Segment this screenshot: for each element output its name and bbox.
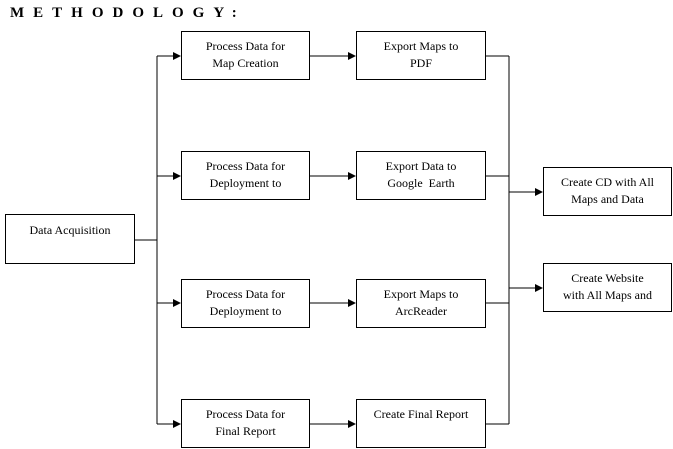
box-label: Export Data to: [385, 159, 457, 173]
box-label: Process Data for: [205, 159, 286, 173]
box-label: Final Report: [215, 424, 276, 438]
box-process-deployment-google-earth: [181, 151, 310, 200]
box-process-map-creation: [181, 31, 310, 80]
box-export-data-google-earth: [356, 151, 486, 200]
box-label: Deployment to: [209, 176, 282, 190]
box-data-acquisition: [5, 214, 135, 264]
box-label: Maps and Data: [571, 192, 644, 206]
box-create-cd: [543, 167, 672, 216]
box-label: Google Earth: [387, 176, 455, 190]
box-label: Data Acquisition: [29, 223, 111, 237]
box-process-final-report: [181, 399, 310, 448]
box-label: Process Data for: [205, 287, 286, 301]
box-label: with All Maps and: [563, 288, 652, 302]
box-label: Process Data for: [205, 407, 286, 421]
box-export-maps-pdf: [356, 31, 486, 80]
box-label: ArcReader: [395, 304, 447, 318]
box-label: PDF: [409, 56, 432, 70]
box-process-deployment-arcreader: [181, 279, 310, 328]
box-label: Create Final Report: [373, 407, 469, 421]
box-label: Deployment to: [209, 304, 282, 318]
box-label: Export Maps to: [383, 287, 459, 301]
box-create-website: [543, 263, 672, 312]
box-label: Export Maps to: [383, 39, 459, 53]
box-label: Map Creation: [212, 56, 279, 70]
box-create-final-report: [356, 399, 486, 448]
box-export-maps-arcreader: [356, 279, 486, 328]
box-label: Create Website: [571, 271, 644, 285]
page-title: METHODOLOGY:: [10, 5, 246, 21]
box-label: Create CD with All: [561, 175, 654, 189]
box-label: Process Data for: [205, 39, 286, 53]
